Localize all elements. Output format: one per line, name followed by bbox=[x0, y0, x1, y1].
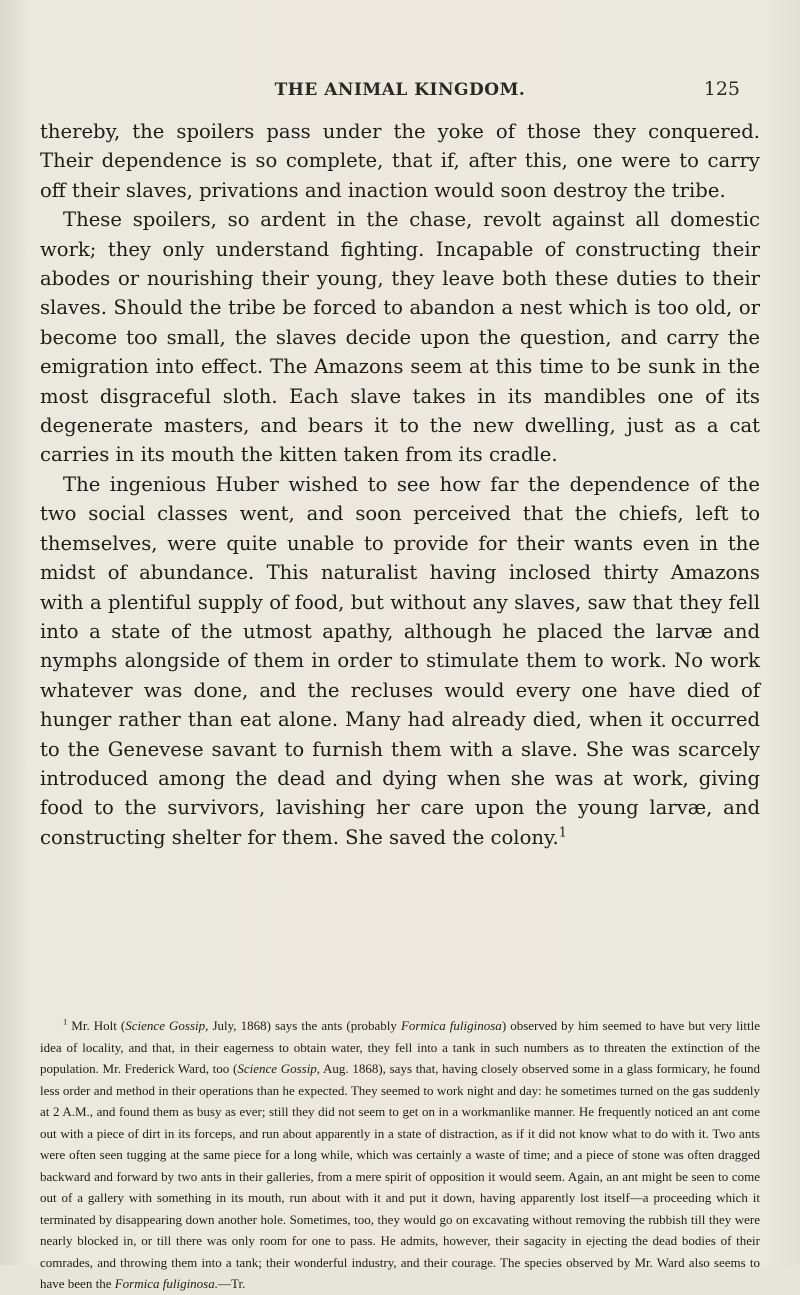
footnote-text-5: , and found them as busy as ever; still they did not seem to get on in a workmanlike manner. He frequently noticed an ant come out with a piece of dirt in its forceps, and run about apparently in a state of distraction, as if it did not know what to do with it. Two ants were often seen tugging at the same piece for a long while, which was certainly a waste of time; and a piece of stone was often dragged backward and forward by two ants in their galleries, from a mere spirit of opposition it would seem. Again, an ant might be seen to come out of a gallery with something in its mouth, run about with it and put it down, having apparently lost itself—a proceeding which it terminated by disappearing down another hole. Sometimes, too, they would go on excavating without removing the rubbish till they were nearly blocked in, or till there was only room for one to pass. He admits, however, their sagacity in ejecting the dead bodies of their comrades, and throwing them into a tank; their wonderful industry, and their courage. The species observed by Mr. Ward also seems to have been the bbox=[40, 1104, 760, 1291]
running-head bbox=[40, 80, 760, 110]
paragraph-3-text: The ingenious Huber wished to see how far the dependence of the two social classes went, and soon perceived that the chiefs, left to themselves, were quite unable to provide for their wants even in the midst of abundance. This naturalist having inclosed thirty Amazons with a plentiful supply of food, but without any slaves, saw that they fell into a state of the utmost apathy, although he placed the larvæ and nymphs alongside of them in order to stimulate them to work. No work whatever was done, and the recluses would every one have died of hunger rather than eat alone. Many had already died, when it occurred to the Genevese savant to furnish them with a slave. She was scarcely introduced among the dead and dying when she was at work, giving food to the survivors, lavishing her care upon the young larvæ, and constructing shelter for them. She saved the colony. bbox=[40, 472, 760, 849]
footnote-mark: 1 bbox=[63, 1016, 68, 1027]
paragraph-3 bbox=[40, 470, 760, 852]
footnote-reference: 1 bbox=[558, 825, 567, 841]
footnote bbox=[40, 1015, 760, 1295]
page-number: 125 bbox=[703, 78, 740, 100]
footnote-text-1: Mr. Holt ( bbox=[71, 1018, 126, 1033]
paragraph-1: thereby, the spoilers pass under the yoke of those they conquered. Their dependence is so complete, that if, after this, one were to carry off their slaves, privations and inaction would soon destroy the tribe. bbox=[40, 120, 760, 202]
footnote-journal-2: Science Gossip, bbox=[237, 1061, 321, 1076]
body-text bbox=[40, 117, 760, 852]
footnote-paragraph bbox=[40, 1015, 760, 1295]
footnote-journal-1: Science Gossip, bbox=[125, 1018, 209, 1033]
paragraph-2: These spoilers, so ardent in the chase, revolt against all domestic work; they only understand fighting. Incapable of constructing their abodes or nourishing their young, they leave both these duties to their slaves. Should the tribe be forced to abandon a nest which is too old, or become too small, the slaves decide upon the question, and carry the emigration into effect. The Amazons seem at this time to be sunk in the most disgraceful sloth. Each slave takes in its mandibles one of its degenerate masters, and bears it to the new dwelling, just as a cat carries in its mouth the kitten taken from its cradle. bbox=[40, 208, 760, 467]
footnote-translator: —Tr. bbox=[218, 1276, 246, 1291]
footnote-species-1: Formica fuliginosa bbox=[400, 1018, 502, 1033]
footnote-text-3: ) observed by him seemed to have but very little idea of locality, and that, in their eagerness to obtain water, they fell into a tank in such numbers as to threaten the extinction of the population. Mr. Frederick Ward, too ( bbox=[40, 1018, 760, 1076]
footnote-species-2: Formica fuliginosa. bbox=[114, 1276, 218, 1291]
footnote-text-4: Aug. 1868), says that, having closely observed some in a glass formicary, he found less order and method in their operations than he expected. They seemed to work night and day: he sometimes turned on the gas suddenly at 2 bbox=[40, 1061, 761, 1119]
footnote-text-2: July, 1868) says the ants (probably bbox=[208, 1018, 401, 1033]
footnote-time: A.M. bbox=[62, 1104, 90, 1119]
running-title: THE ANIMAL KINGDOM. bbox=[274, 80, 526, 100]
